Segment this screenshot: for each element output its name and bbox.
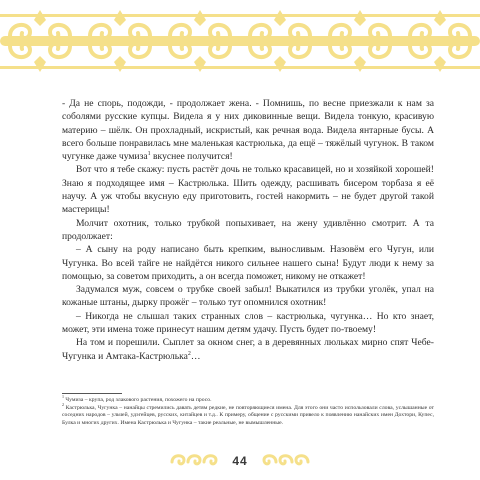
footnote-2	[62, 401, 435, 428]
paragraph-6: – Никогда не слышал таких странных слов – кастрюлька, чугунка… Но кто знает, может, эти имена тоже принесут нашим детям удачу. Пусть будет по-твоему!	[62, 310, 434, 336]
paragraph-1	[62, 97, 434, 163]
paragraph-7	[62, 336, 434, 363]
footnote-2-mark: 2	[62, 401, 64, 407]
ornament-scroll-pattern	[0, 14, 480, 69]
story-text	[62, 97, 434, 363]
page-number: 44	[232, 454, 248, 468]
footnote-ref-2: 2	[187, 350, 191, 357]
paragraph-7-text: На том и порешили. Сыплет за окном снег, а в деревянных люльках мирно спят Чебе-Чугунка и Амтака-Кастрюлька	[62, 337, 434, 362]
paragraph-7-tail: …	[190, 350, 201, 362]
paragraph-3: Молчит охотник, только трубкой попыхивает, на жену удивлённо смотрит. А та продолжает:	[62, 217, 434, 242]
footnote-2-text: Кастрюлька, Чугунка – нанайцы стремились давать детям редкие, не повторяющиеся имена. Для этого они часто использовали слова, услышанные от соседних народов – ульчей, удэгейцев, русских, китайцев и т.д.. К примеру, общение с русскими привело к появлению нанайских имен Дохтори, Купес, Булка и многих других. Имена Кастрюлька и Чугунка – такие реальные, не вымышленные.	[62, 404, 435, 426]
top-ornament-band	[0, 0, 480, 82]
footnote-1-text: Чумиза – крупа, род злакового растения, похожего на просо.	[65, 397, 212, 403]
paragraph-4: – А сыну на роду написано быть крепким, выносливым. Назовём его Чугун, или Чугунка. Во всей тайге не найдётся никого сильнее нашего сына! Будут люди к нему за помощью, за советом приходить, а он всегда поможет, никому не откажет!	[62, 244, 434, 282]
footnote-ref-1: 1	[147, 151, 151, 157]
footnotes	[62, 394, 435, 427]
paragraph-5: Задумался муж, совсем о трубке своей забыл! Выкатился из трубки уголёк, упал на кожаные штаны, дырку прожёг – только тут опомнился охотник!	[62, 284, 434, 309]
paragraph-2: Вот что я тебе скажу: пусть растёт дочь не только красавицей, но и хозяйкой хорошей! Знаю я подходящее имя – Кастрюлька. Шить одежду, расшивать бисером торбаза я её научу. А уж чтобы вкусную еду приготовить, гостей накормить – не будет другой такой мастерицы!	[62, 164, 434, 216]
footnote-1	[62, 394, 434, 405]
footnote-1-mark: 1	[62, 394, 64, 400]
paragraph-1-tail: вкуснее получится!	[150, 151, 233, 163]
paragraph-1-text: - Да не спорь, подожди, - продолжает жена. - Помнишь, по весне приезжали к нам за соболями русские купцы. Видела я у них диковинные вещи. Видела тонкую, красивую материю – шёлк. Он прохладный, искристый, как речная вода. Видела янтарные бусы. А всего больше понравилась мне маленькая кастрюлька, да ещё – тяжёлый чугунок. В таком чугунке даже чумиза	[62, 98, 434, 163]
footnote-divider	[62, 393, 122, 394]
